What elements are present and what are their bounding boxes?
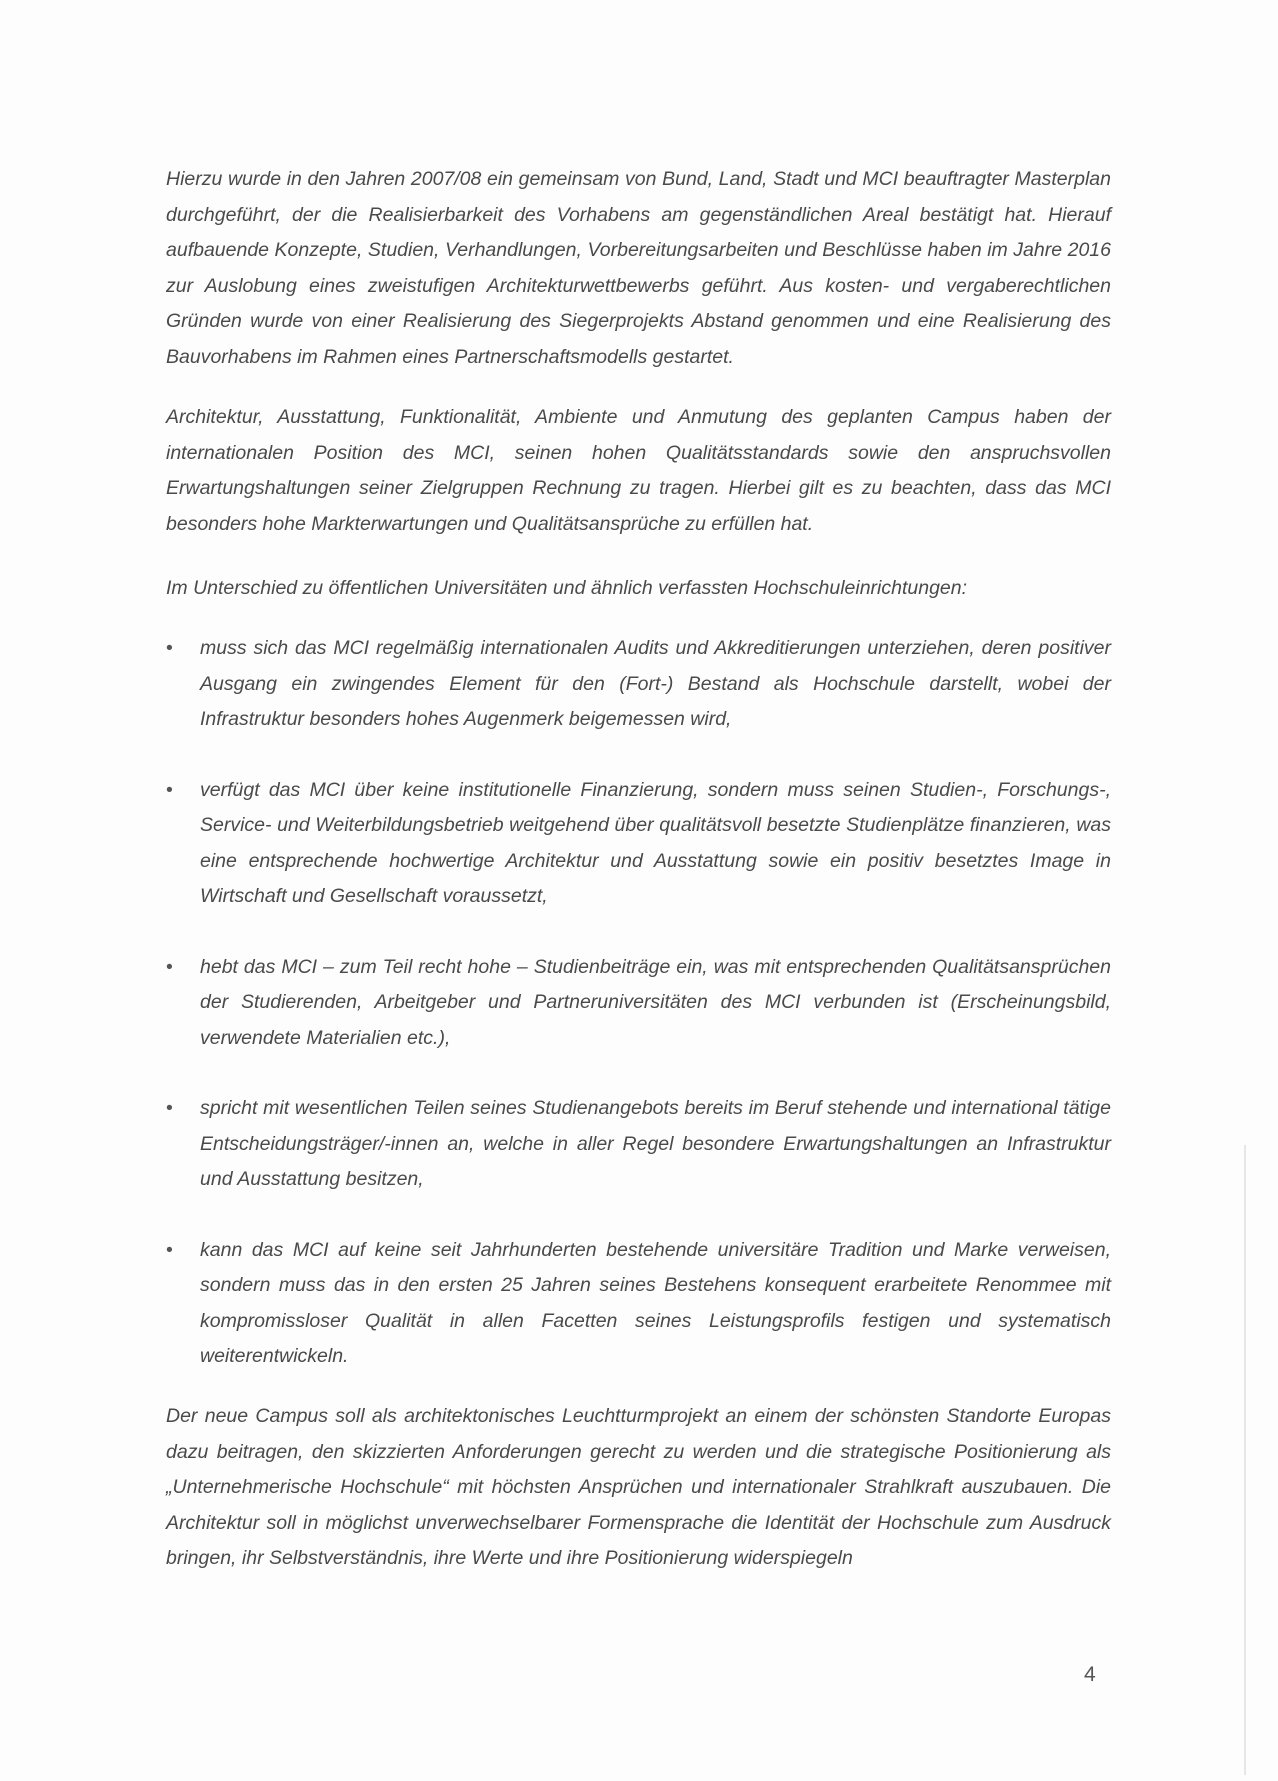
paragraph-architecture: Architektur, Ausstattung, Funktionalität, Ambiente und Anmutung des geplanten Campus haben der internationalen Position des MCI, seinen hohen Qualitätsstandards sowie den anspruchsvollen Erwartungshaltungen seiner Zielgruppen Rechnung zu tragen. Hierbei gilt es zu beachten, dass das MCI besonders hohe Markterwartungen und Qualitätsansprüche zu erfüllen hat. (166, 406, 1111, 535)
paragraph-campus-vision: Der neue Campus soll als architektonisches Leuchtturmprojekt an einem der schönsten Standorte Europas dazu beitragen, den skizzierten Anforderungen gerecht zu werden und die strategische Positionierung als „Unternehmerische Hochschule“ mit höchsten Ansprüchen und internationaler Strahlkraft auszubauen. Die Architektur soll in möglichst unverwechselbarer Formensprache die Identität der Hochschule zum Ausdruck bringen, ihr Selbstverständnis, ihre Werte und ihre Positionierung widerspiegeln (166, 1405, 1111, 1569)
list-item-text: kann das MCI auf keine seit Jahrhunderten bestehende universitäre Tradition und Marke verweisen, sondern muss das in den ersten 25 Jahren seines Bestehens konsequent erarbeitete Renommee mit kompromissloser Qualität in allen Facetten seines Leistungsprofils festigen und systematisch weiterentwickeln. (200, 1238, 1111, 1367)
bullet-icon: • (166, 637, 173, 659)
list-item (166, 1233, 1111, 1375)
list-item-text: hebt das MCI – zum Teil recht hohe – Studienbeiträge ein, was mit entsprechenden Qualitätsansprüchen der Studierenden, Arbeitgeber und Partneruniversitäten des MCI verbunden ist (Erscheinungsbild, verwendete Materialien etc.), (200, 955, 1111, 1049)
list-item (166, 950, 1111, 1057)
bullet-icon: • (166, 778, 173, 801)
list-item (166, 631, 1111, 738)
page-number: 4 (1084, 1663, 1096, 1686)
bullet-icon: • (166, 955, 173, 978)
list-item-text: verfügt das MCI über keine institutionelle Finanzierung, sondern muss seinen Studien-, Forschungs-, Service- und Weiterbildungsbetrieb weitgehend über qualitätsvoll besetzte Studienplätze finanzieren, was eine entsprechende hochwertige Architektur und Ausstattung sowie ein positiv besetztes Image in Wirtschaft und Gesellschaft voraussetzt, (200, 778, 1111, 907)
list-item-text: muss sich das MCI regelmäßig internationalen Audits und Akkreditierungen unterziehen, deren positiver Ausgang ein zwingendes Element für den (Fort-) Bestand als Hochschule darstellt, wobei der Infrastruktur besonders hohes Augenmerk beigemessen wird, (200, 637, 1111, 730)
scan-edge-line (1244, 1145, 1246, 1775)
bullet-icon: • (166, 1097, 173, 1119)
paragraph-masterplan: Hierzu wurde in den Jahren 2007/08 ein gemeinsam von Bund, Land, Stadt und MCI beauftragter Masterplan durchgeführt, der die Realisierbarkeit des Vorhabens am gegenständlichen Areal bestätigt hat. Hierauf aufbauende Konzepte, Studien, Verhandlungen, Vorbereitungsarbeiten und Beschlüsse haben im Jahre 2016 zur Auslobung eines zweistufigen Architekturwettbewerbs geführt. Aus kosten- und vergaberechtlichen Gründen wurde von einer Realisierung des Siegerprojekts Abstand genommen und eine Realisierung des Bauvorhabens im Rahmen eines Partnerschaftsmodells gestartet. (166, 168, 1111, 368)
requirements-list (166, 631, 1111, 1410)
list-item (166, 1091, 1111, 1198)
list-item-text: spricht mit wesentlichen Teilen seines Studienangebots bereits im Beruf stehende und international tätige Entscheidungsträger/-innen an, welche in aller Regel besondere Erwartungshaltungen an Infrastruktur und Ausstattung besitzen, (200, 1097, 1111, 1190)
paragraph-list-intro: Im Unterschied zu öffentlichen Universitäten und ähnlich verfassten Hochschuleinrichtungen: (166, 577, 968, 599)
list-item (166, 773, 1111, 915)
bullet-icon: • (166, 1238, 173, 1261)
